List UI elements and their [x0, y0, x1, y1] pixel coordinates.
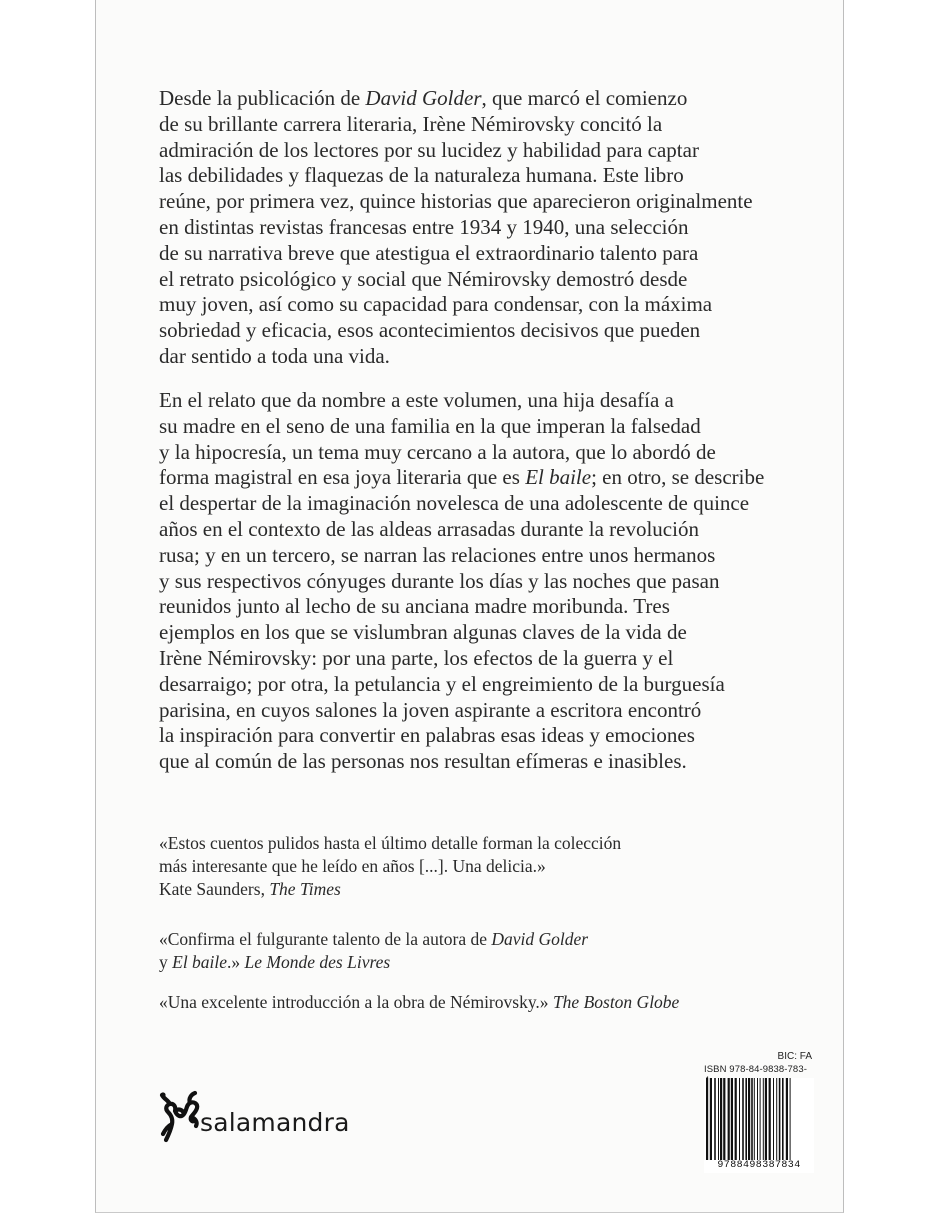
text-line	[159, 672, 799, 698]
text-line	[159, 620, 799, 646]
text-line	[159, 951, 799, 974]
italic-title: David Golder	[491, 929, 589, 949]
barcode-bar	[731, 1078, 733, 1160]
text-line	[159, 138, 799, 164]
barcode-bar	[745, 1078, 747, 1160]
text-line	[159, 832, 799, 855]
text-line	[159, 465, 799, 491]
blurb-paragraph-2	[159, 388, 799, 775]
text-run: ; en otro, se describe	[591, 465, 765, 490]
review-quote-3	[159, 991, 799, 1014]
text-line	[159, 855, 799, 878]
text-line	[159, 86, 799, 112]
barcode-bar	[728, 1078, 730, 1160]
text-line	[159, 163, 799, 189]
text-run: Kate Saunders,	[159, 879, 270, 899]
text-run: desarraigo; por otra, la petulancia y el engreimiento de la burguesía	[159, 671, 725, 696]
barcode-bar	[735, 1078, 737, 1160]
barcode-bar	[742, 1078, 744, 1160]
barcode-bar	[763, 1078, 764, 1160]
barcode-bar	[751, 1078, 753, 1160]
text-run: las debilidades y flaquezas de la naturaleza humana. Este libro	[159, 163, 684, 188]
text-line	[159, 414, 799, 440]
text-run: la inspiración para convertir en palabras esas ideas y emociones	[159, 723, 695, 748]
italic-title: El baile	[172, 952, 228, 972]
barcode-bar	[720, 1078, 722, 1160]
barcode-bar	[782, 1078, 784, 1160]
text-run: En el relato que da nombre a este volumen, una hija desafía a	[159, 388, 674, 412]
italic-title: David Golder	[365, 86, 482, 110]
text-line	[159, 440, 799, 466]
text-line	[159, 749, 799, 775]
text-line	[159, 112, 799, 138]
text-line	[159, 215, 799, 241]
text-line	[159, 491, 799, 517]
publisher-name: salamandra	[200, 1108, 350, 1137]
text-line	[159, 388, 799, 414]
text-run: el despertar de la imaginación novelesca de una adolescente de quince	[159, 491, 750, 516]
text-run: sobriedad y eficacia, esos acontecimientos decisivos que pueden	[159, 318, 701, 343]
text-run: «Estos cuentos pulidos hasta el último detalle forman la colección	[159, 833, 622, 853]
text-run: en distintas revistas francesas entre 1934 y 1940, una selección	[159, 214, 689, 239]
text-run: parisina, en cuyos salones la joven aspirante a escritora encontró	[159, 697, 702, 722]
text-line	[159, 517, 799, 543]
text-run: muy joven, así como su capacidad para condensar, con la máxima	[159, 292, 713, 317]
barcode-bar	[714, 1078, 716, 1160]
text-line	[159, 723, 799, 749]
text-run: de su narrativa breve que atestigua el extraordinario talento para	[159, 240, 699, 265]
text-line	[159, 318, 799, 344]
text-line	[159, 241, 799, 267]
barcode-bar	[754, 1078, 755, 1160]
text-run: su madre en el seno de una familia en la que imperan la falsedad	[159, 413, 701, 438]
barcode-bar	[790, 1078, 791, 1160]
barcode-bar	[769, 1078, 771, 1160]
isbn-barcode	[704, 1078, 814, 1173]
text-run: ejemplos en los que se vislumbran algunas claves de la vida de	[159, 620, 687, 645]
text-run: «Una excelente introducción a la obra de Némirovsky.»	[159, 992, 553, 1012]
text-line	[159, 292, 799, 318]
text-run: reunidos junto al lecho de su anciana madre moribunda. Tres	[159, 594, 670, 619]
text-run: admiración de los lectores por su lucidez y habilidad para captar	[159, 137, 699, 162]
barcode-bar	[710, 1078, 712, 1160]
barcode-bar	[773, 1078, 774, 1160]
text-line	[159, 928, 799, 951]
text-run: .»	[227, 952, 245, 972]
barcode-bar	[748, 1078, 750, 1160]
text-run: y	[159, 952, 173, 972]
barcode-bar	[786, 1078, 788, 1160]
barcode-bar	[718, 1078, 719, 1160]
text-line	[159, 646, 799, 672]
text-line	[159, 267, 799, 293]
text-run: años en el contexto de las aldeas arrasadas durante la revolución	[159, 516, 699, 541]
barcode-digits: 9788498387834	[717, 1160, 801, 1171]
text-line	[159, 594, 799, 620]
text-run: forma magistral en esa joya literaria que es	[159, 465, 526, 490]
text-run: de su brillante carrera literaria, Irène Némirovsky concitó la	[159, 111, 663, 136]
text-run: y sus respectivos cónyuges durante los días y las noches que pasan	[159, 568, 720, 593]
text-run: rusa; y en un tercero, se narran las relaciones entre unos hermanos	[159, 542, 716, 567]
italic-title: El baile	[525, 465, 592, 490]
barcode-bar	[776, 1078, 777, 1160]
text-line	[159, 991, 799, 1014]
text-run: «Confirma el fulgurante talento de la autora de	[159, 929, 492, 949]
italic-title: Le Monde des Livres	[244, 952, 391, 972]
barcode-bar	[706, 1078, 708, 1160]
text-line	[159, 698, 799, 724]
blurb-paragraph-1	[159, 86, 799, 370]
text-run: Desde la publicación de	[159, 86, 366, 110]
text-line	[159, 543, 799, 569]
text-run: reúne, por primera vez, quince historias que aparecieron originalmente	[159, 189, 753, 214]
barcode-bar	[765, 1078, 767, 1160]
barcode-bar	[739, 1078, 740, 1160]
text-line	[159, 569, 799, 595]
text-run: , que marcó el comienzo	[481, 86, 688, 110]
text-run: Irène Némirovsky: por una parte, los efectos de la guerra y el	[159, 645, 674, 670]
bic-code: BIC: FA	[777, 1051, 812, 1062]
text-run: más interesante que he leído en años [...]. Una delicia.»	[159, 856, 546, 876]
barcode-bars	[704, 1078, 814, 1160]
text-line	[159, 344, 799, 370]
isbn-label: ISBN 978-84-9838-783-	[704, 1064, 807, 1075]
text-run: y la hipocresía, un tema muy cercano a la autora, que lo abordó de	[159, 439, 716, 464]
italic-title: The Boston Globe	[552, 992, 680, 1012]
text-line	[159, 878, 799, 901]
barcode-bar	[779, 1078, 781, 1160]
barcode-bar	[760, 1078, 761, 1160]
review-quote-2	[159, 928, 799, 974]
review-quote-1	[159, 832, 799, 901]
barcode-bar	[757, 1078, 758, 1160]
italic-title: The Times	[269, 879, 341, 899]
text-run: el retrato psicológico y social que Némirovsky demostró desde	[159, 266, 688, 291]
text-run: dar sentido a toda una vida.	[159, 343, 390, 368]
text-run: que al común de las personas nos resultan efímeras e inasibles.	[159, 749, 687, 774]
text-line	[159, 189, 799, 215]
barcode-bar	[723, 1078, 725, 1160]
